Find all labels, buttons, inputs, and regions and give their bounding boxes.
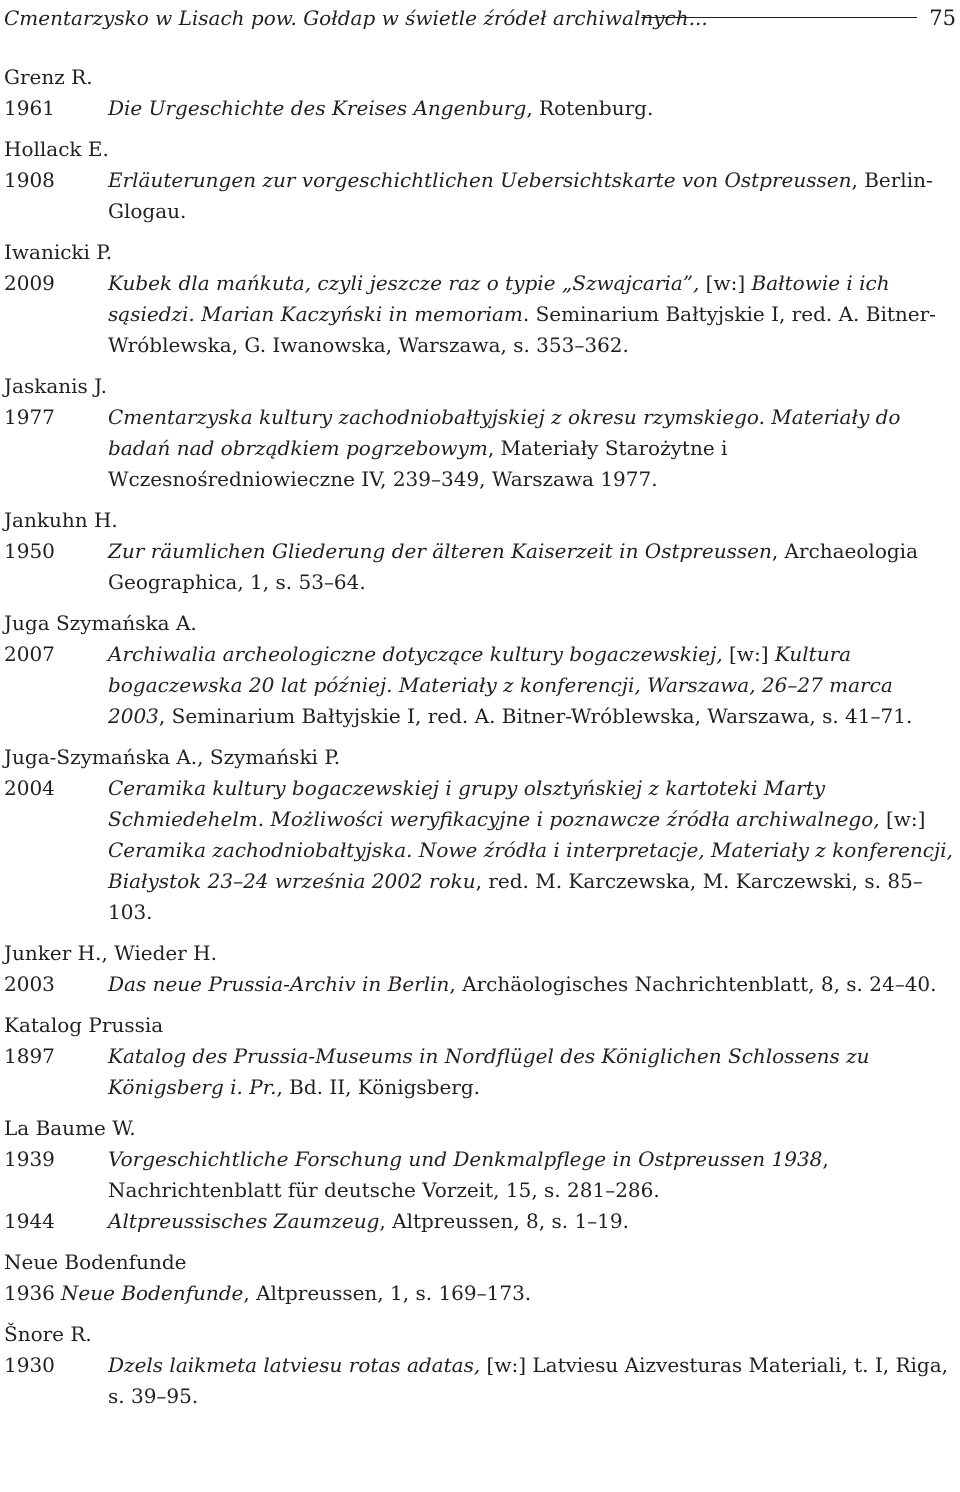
bib-details: [w:] Latviesu Aizvesturas Materiali, t. I, Riga, s. 39–95.: [108, 1353, 949, 1408]
bib-year: 1977: [4, 405, 55, 429]
bib-text: [108, 1206, 956, 1237]
bib-year: 2009: [4, 271, 55, 295]
bib-item: [4, 1041, 956, 1103]
bib-entry-juga-szymanska-szymanski: [4, 742, 956, 928]
bib-details: , Berlin-Glogau.: [108, 168, 933, 223]
bib-in: [w:]: [879, 807, 926, 831]
bib-item: [4, 639, 956, 732]
header-rule: [641, 17, 917, 18]
bib-item: [4, 93, 956, 124]
bib-entry-hollack: [4, 134, 956, 227]
bib-title: Kubek dla mańkuta, czyli jeszcze raz o typie „Szwajcaria”,: [108, 271, 700, 295]
bib-author: Juga-Szymańska A., Szymański P.: [4, 745, 341, 769]
bib-year: 2007: [4, 642, 55, 666]
bib-author: Jankuhn H.: [4, 508, 118, 532]
bib-year: 1939: [4, 1147, 55, 1171]
bib-in: [w:]: [699, 271, 752, 295]
bib-year: 1950: [4, 539, 55, 563]
bib-entry-juga-szymanska: [4, 608, 956, 732]
bib-in: [w:]: [722, 642, 775, 666]
bib-title: Das neue Prussia-Archiv in Berlin: [108, 972, 450, 996]
bib-entry-neue-bodenfunde: [4, 1247, 956, 1309]
bib-details: , Altpreussen, 1, s. 169–173.: [243, 1281, 532, 1305]
bib-title: Altpreussisches Zaumzeug: [108, 1209, 380, 1233]
bib-year: 2004: [4, 776, 55, 800]
bib-year: 1944: [4, 1209, 55, 1233]
bib-year: 1930: [4, 1353, 55, 1377]
bib-details: , Nachrichtenblatt für deutsche Vorzeit, 15, s. 281–286.: [108, 1147, 829, 1202]
bib-item: [4, 536, 956, 598]
bib-author: Neue Bodenfunde: [4, 1250, 187, 1274]
bib-title: Erläuterungen zur vorgeschichtlichen Uebersichtskarte von Ostpreussen: [108, 168, 852, 192]
bib-year: 1961: [4, 96, 55, 120]
bib-details: , Seminarium Bałtyjskie I, red. A. Bitner-Wróblewska, Warszawa, s. 41–71.: [158, 704, 913, 728]
bib-title: Katalog des Prussia-Museums in Nordflügel des Königlichen Schlossens zu Königsberg i. Pr.: [108, 1044, 870, 1099]
bib-author: Juga Szymańska A.: [4, 611, 197, 635]
bib-item: [4, 1278, 956, 1309]
bib-entry-snore: [4, 1319, 956, 1412]
bib-entry-junker-wieder: [4, 938, 956, 1000]
bib-details: , Archäologisches Nachrichtenblatt, 8, s. 24–40.: [449, 972, 937, 996]
bib-year: 2003: [4, 972, 55, 996]
bib-text: [108, 1041, 956, 1103]
running-header: [4, 0, 956, 40]
bib-entry-jaskanis: [4, 371, 956, 495]
bib-author: Katalog Prussia: [4, 1013, 164, 1037]
bib-text: [108, 1144, 956, 1206]
bib-item: [4, 1350, 956, 1412]
bib-details: , Materiały Starożytne i Wczesnośredniowieczne IV, 239–349, Warszawa 1977.: [108, 436, 728, 491]
bib-author: Iwanicki P.: [4, 240, 113, 264]
bib-entry-iwanicki: [4, 237, 956, 361]
bib-year: 1936: [4, 1281, 55, 1305]
bib-author: Jaskanis J.: [4, 374, 107, 398]
bib-year: 1897: [4, 1044, 55, 1068]
bib-details: , Bd. II, Königsberg.: [276, 1075, 481, 1099]
bib-text: [108, 93, 956, 124]
bib-author: Šnore R.: [4, 1322, 92, 1346]
bib-item: [4, 402, 956, 495]
bib-details: . Seminarium Bałtyjskie I, red. A. Bitner-Wróblewska, G. Iwanowska, Warszawa, s. 353–362.: [108, 302, 936, 357]
bib-year: 1908: [4, 168, 55, 192]
running-title: Cmentarzysko w Lisach pow. Gołdap w świetle źródeł archiwalnych...: [4, 6, 708, 30]
bib-title: Cmentarzyska kultury zachodniobałtyjskiej z okresu rzymskiego. Materiały do badań nad obrządkiem pogrzebowym: [108, 405, 901, 460]
bib-title: Archiwalia archeologiczne dotyczące kultury bogaczewskiej,: [108, 642, 723, 666]
bib-details: , Altpreussen, 8, s. 1–19.: [379, 1209, 629, 1233]
bib-text: [61, 1278, 956, 1309]
bib-title: Dzels laikmeta latviesu rotas adatas,: [108, 1353, 481, 1377]
bib-item: [4, 773, 956, 928]
bib-item: [4, 969, 956, 1000]
bib-details: , Rotenburg.: [526, 96, 654, 120]
bib-entry-jankuhn: [4, 505, 956, 598]
bib-entry-katalog-prussia: [4, 1010, 956, 1103]
bib-text: [108, 969, 956, 1000]
bib-item: [4, 268, 956, 361]
bib-entry-la-baume: [4, 1113, 956, 1237]
bib-entry-grenz: [4, 62, 956, 124]
bib-details: , Archaeologia Geographica, 1, s. 53–64.: [108, 539, 918, 594]
bib-details: , red. M. Karczewska, M. Karczewski, s. 85–103.: [108, 869, 923, 924]
bib-text: [108, 773, 956, 928]
bib-author: Hollack E.: [4, 137, 109, 161]
bib-title: Zur räumlichen Gliederung der älteren Kaiserzeit in Ostpreussen: [108, 539, 772, 563]
bib-author: La Baume W.: [4, 1116, 136, 1140]
bib-volume-title: Kultura bogaczewska 20 lat później. Materiały z konferencji, Warszawa, 26–27 marca 2003: [108, 642, 893, 728]
page-number: 75: [929, 6, 956, 30]
bib-item: [4, 1206, 956, 1237]
bib-volume-title: Ceramika zachodniobałtyjska. Nowe źródła i interpretacje, Materiały z konferencji, Białystok 23–24 września 2002 roku: [108, 838, 953, 893]
bib-item: [4, 1144, 956, 1206]
bib-text: [108, 639, 956, 732]
bib-text: [108, 1350, 956, 1412]
bib-text: [108, 165, 956, 227]
bib-title: Neue Bodenfunde: [60, 1281, 244, 1305]
bib-title: Die Urgeschichte des Kreises Angenburg: [108, 96, 527, 120]
bib-volume-title: Bałtowie i ich sąsiedzi. Marian Kaczyński in memoriam: [108, 271, 890, 326]
bib-item: [4, 165, 956, 227]
bib-text: [108, 402, 956, 495]
bib-title: Vorgeschichtliche Forschung und Denkmalpflege in Ostpreussen 1938: [108, 1147, 823, 1171]
bib-author: Grenz R.: [4, 65, 93, 89]
bibliography: [4, 62, 956, 1422]
bib-author: Junker H., Wieder H.: [4, 941, 217, 965]
bib-title: Ceramika kultury bogaczewskiej i grupy olsztyńskiej z kartoteki Marty Schmiedehelm. Możliwości weryfikacyjne i poznawcze źródła archiwalnego,: [108, 776, 880, 831]
bib-text: [108, 268, 956, 361]
bib-text: [108, 536, 956, 598]
